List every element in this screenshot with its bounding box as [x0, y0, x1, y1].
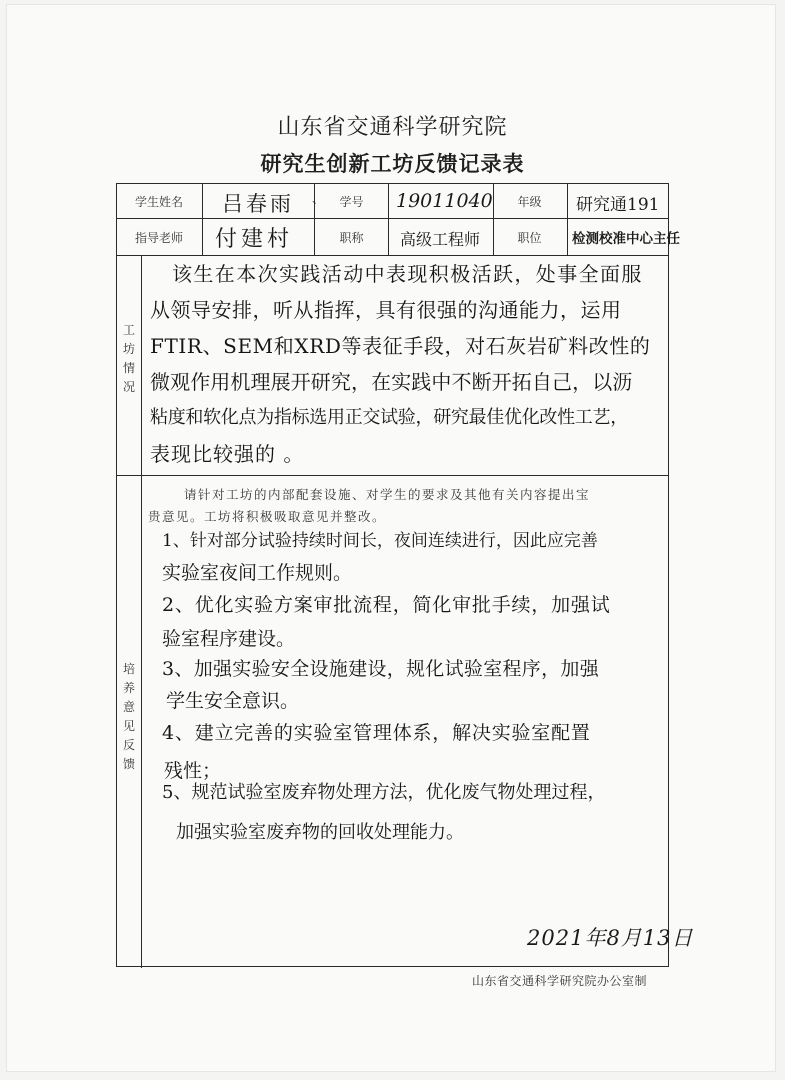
feedback-item-line: 验室程序建设。: [162, 628, 296, 650]
work-line: 从领导安排，听从指挥，具有很强的沟通能力，运用: [150, 298, 622, 322]
student-name-label: 学生姓名: [134, 194, 183, 209]
feedback-item-line: 学生安全意识。: [166, 690, 300, 712]
work-line: 表现比较强的 。: [150, 442, 305, 466]
feedback-instruction: 请针对工坊的内部配套设施、对学生的要求及其他有关内容提出宝 贵意见。工坊将积极吸取意见并整改。: [148, 487, 591, 524]
student-name-value: 吕春雨: [222, 192, 294, 216]
row-divider: [117, 475, 668, 476]
stray-mark: 、: [312, 192, 325, 206]
feedback-item-line: 实验室夜间工作规则。: [162, 562, 353, 584]
position-value: 检测校准中心主任: [572, 231, 680, 247]
work-line: 粘度和软化点为指标选用正交试验，研究最佳优化改性工艺，: [150, 407, 628, 428]
issuer-footer: 山东省交通科学研究院办公室制: [472, 974, 648, 988]
label-column-divider: [141, 255, 142, 968]
feedback-item-line: 2、优化实验方案审批流程，简化审批手续，加强试: [162, 594, 611, 616]
form-title: 研究生创新工坊反馈记录表: [260, 151, 525, 176]
student-id-label: 学号: [339, 194, 364, 209]
position-label: 职位: [517, 230, 542, 245]
feedback-item-line: 5、规范试验室废弃物处理方法，优化废气物处理过程，: [162, 782, 606, 803]
feedback-item-line: 加强实验室废弃物的回收处理能力。: [176, 822, 464, 843]
feedback-section-label: 培 养 意 见 反 馈: [122, 662, 135, 771]
grade-value: 研究通191: [576, 195, 660, 215]
col-divider: [567, 184, 568, 255]
feedback-item-line: 1、针对部分试验持续时间长，夜间连续进行，因此应完善: [162, 531, 598, 551]
work-line: 该生在本次实践活动中表现积极活跃，处事全面服: [172, 262, 643, 286]
feedback-item-line: 3、加强实验安全设施建设，规化试验室程序，加强: [162, 658, 599, 680]
student-id-value: 19011040: [396, 190, 493, 212]
grade-label: 年级: [517, 194, 542, 209]
signature-date: 2021年8月13日: [527, 926, 694, 950]
work-section-label: 工 坊 情 况: [122, 323, 135, 394]
work-evaluation-text: [150, 256, 651, 472]
title-label: 职称: [339, 230, 364, 245]
feedback-item-line: 残性；: [164, 760, 222, 782]
advisor-label: 指导老师: [134, 230, 183, 245]
feedback-item-line: 4、建立完善的实验室管理体系，解决实验室配置: [162, 722, 591, 744]
work-line: 微观作用机理展开研究，在实践中不断开拓自己，以沥: [150, 370, 633, 394]
title-value: 高级工程师: [400, 230, 481, 249]
col-divider: [388, 184, 389, 255]
col-divider: [202, 184, 203, 255]
work-line: FTIR、SEM和XRD等表征手段，对石灰岩矿料改性的: [150, 334, 651, 358]
institute-title: 山东省交通科学研究院: [277, 115, 508, 140]
advisor-value: 付建村: [215, 227, 294, 252]
